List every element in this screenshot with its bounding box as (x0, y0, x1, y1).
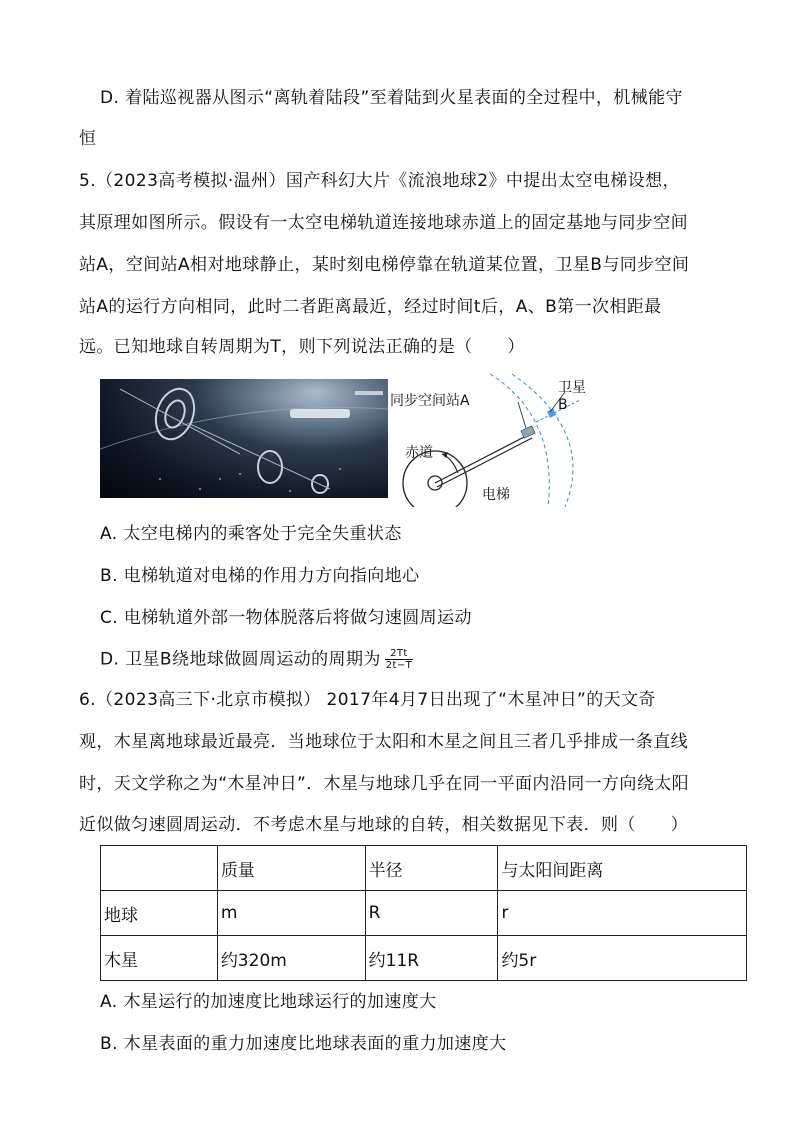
q5-option-b: B. 电梯轨道对电梯的作用力方向指向地心 (100, 566, 420, 586)
label-equator: 赤道 (405, 445, 433, 461)
label-station-a: 同步空间站A (390, 393, 470, 409)
table-row (101, 936, 747, 981)
table-header-cell (101, 846, 218, 891)
q5-stem-line2: 其原理如图所示。假设有一太空电梯轨道连接地球赤道上的固定基地与同步空间 (79, 213, 688, 233)
space-station-illustration (100, 379, 388, 498)
table-cell: m (217, 891, 365, 936)
label-elevator: 电梯 (482, 487, 510, 503)
table-cell: 木星 (101, 936, 218, 981)
table-header-row (101, 846, 747, 891)
table-header-cell: 与太阳间距离 (498, 846, 747, 891)
fraction-denominator: 2t−T (385, 660, 413, 671)
q5-stem-line4: 站A的运行方向相同，此时二者距离最近，经过时间t后，A、B第一次相距最 (79, 297, 662, 317)
q5-option-d-text: D. 卫星B绕地球做圆周运动的周期为 (100, 649, 381, 670)
q4-option-d-line2: 恒 (79, 129, 97, 149)
q5-stem-line1: 5.（2023高考模拟·温州）国产科幻大片《流浪地球2》中提出太空电梯设想， (79, 171, 680, 191)
q6-stem-line4: 近似做匀速圆周运动．不考虑木星与地球的自转，相关数据见下表．则（ ） (79, 815, 688, 835)
space-elevator-photo (100, 379, 388, 498)
station-a-marker (521, 426, 535, 438)
q6-option-a: A. 木星运行的加速度比地球运行的加速度大 (100, 992, 437, 1012)
table-row (101, 891, 747, 936)
q6-option-b: B. 木星表面的重力加速度比地球表面的重力加速度大 (100, 1034, 507, 1054)
planet-data-table (100, 845, 747, 981)
q5-stem-line5: 远。已知地球自转周期为T，则下列说法正确的是（ ） (79, 337, 525, 357)
label-satellite-b: 卫星B (558, 380, 586, 413)
q6-stem-line1: 6.（2023高三下·北京市模拟） 2017年4月7日出现了“木星冲日”的天文奇 (79, 690, 656, 710)
table-header-cell: 半径 (365, 846, 498, 891)
table-cell: 地球 (101, 891, 218, 936)
q5-option-c: C. 电梯轨道外部一物体脱落后将做匀速圆周运动 (100, 608, 472, 628)
q6-stem-line2: 观，木星离地球最近最亮．当地球位于太阳和木星之间且三者几乎排成一条直线 (79, 732, 688, 752)
table-cell: 约5r (498, 936, 747, 981)
table-cell: r (498, 891, 747, 936)
table-cell: R (365, 891, 498, 936)
q4-option-d-line1: D. 着陆巡视器从图示“离轨着陆段”至着陆到火星表面的全过程中，机械能守 (100, 88, 683, 108)
table-cell: 约11R (365, 936, 498, 981)
table-header-cell: 质量 (217, 846, 365, 891)
table-cell: 约320m (217, 936, 365, 981)
q5-stem-line3: 站A，空间站A相对地球静止，某时刻电梯停靠在轨道某位置，卫星B与同步空间 (79, 255, 690, 275)
space-elevator-diagram (390, 372, 590, 507)
q6-stem-line3: 时，天文学称之为“木星冲日”．木星与地球几乎在同一平面内沿同一方向绕太阳 (79, 774, 690, 794)
q5-option-d (100, 648, 413, 671)
period-fraction (385, 648, 413, 671)
q5-option-a: A. 太空电梯内的乘客处于完全失重状态 (100, 524, 402, 544)
fraction-numerator: 2Tt (385, 648, 413, 660)
